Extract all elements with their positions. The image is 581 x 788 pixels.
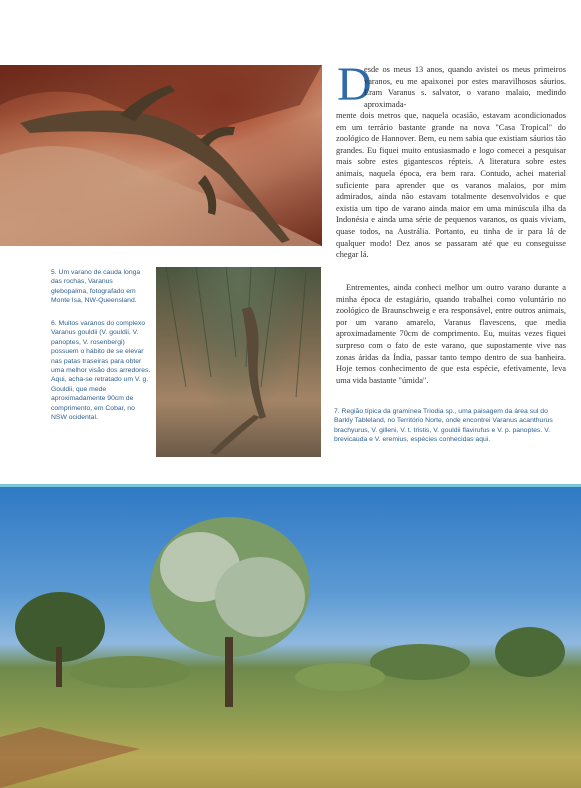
monitor-illustration (156, 267, 321, 457)
caption-photo-5: 5. Um varano de cauda longa das rochas, Varanus glebopalma, fotografado em Monte Isa, NW-Queensland. (51, 269, 141, 305)
monitor-in-grass-photo (156, 267, 321, 457)
dropcap-letter: D (337, 58, 372, 111)
lizard-illustration (0, 65, 322, 246)
article-paragraph-2: Entrementes, ainda conheci melhor um outro varano durante a minha época de estagiário, quando trabalhei como voluntário no zoológico de Braunschweig e era responsável, entre outros animais, por um varano amarelo, Varanus flavescens, que media aproximadamente 70cm de comprimento. Eu, muitas vezes fiquei surpreso com o fato de este varano, que supostamente vive nas zonas áridas da Índia, passar tanto tempo dentro de sua banheira. Hoje temos conhecimento de que esta espécie, efetivamente, leva uma vida bastante "úmida". (336, 283, 566, 385)
article-paragraph-1-rest: mente dois metros que, naquela ocasião, estavam acondicionados em um terrário bastante grande na nova "Casa Tropical" do zoológico de Hannover. Bem, eu nem sabia que existiam sáurios tão grandes. Eu fiquei muito entusiasmado e logo comecei a pesquisar mais sobre estes gigantescos répteis. A literatura sobre estes animais, naquela época, era bem rara. Contudo, achei material suficiente para aprender que os varanos malaios, por mim admirados, ainda não estavam totalmente desenvolvidos e que existia um tipo de varano ainda maior em uma minúscula ilha da Indonésia e ainda uma série de pequenos varanos, os quais viviam, quase todos, na Austrália. Portanto, eu tinha de ir para lá de qualquer modo! Dez anos se passaram até que eu conseguisse chegar lá. (336, 111, 566, 260)
outback-landscape-photo (0, 487, 581, 788)
caption-photo-7: 7. Região típica da gramínea Triodia sp., uma paisagem da área sul do Barkly Tableland, no Território Norte, onde encontrei Varanus acanthurus brachyurus, V. gilleni, V. t. tristis, V. gouldii flavirufus e V. p. panoptes. V. brevicauda e V. eremius, espécies conhecidas aqui. (334, 408, 553, 444)
landscape-illustration (0, 487, 581, 788)
article-paragraph-1-lead: esde os meus 13 anos, quando avistei os meus primeiros varanos, eu me apaixonei por estes maravilhosos sáurios. Eram Varanus s. salvator, o varano malaio, medindo aproximada- (364, 65, 566, 109)
caption-photo-6: 6. Muitos varanos do complexo Varanus gouldii (V. gouldii, V. panoptes, V. rosenbergi) possuem o hábito de se elevar nas patas traseiras para obter uma melhor visão dos arredores. Aqui, acha-se retratado um V. g. Gouldii, que mede aproximadamente 90cm de comprimento, em Cobar, no NSW ocidental. (51, 320, 151, 422)
lizard-on-rock-photo (0, 65, 322, 246)
